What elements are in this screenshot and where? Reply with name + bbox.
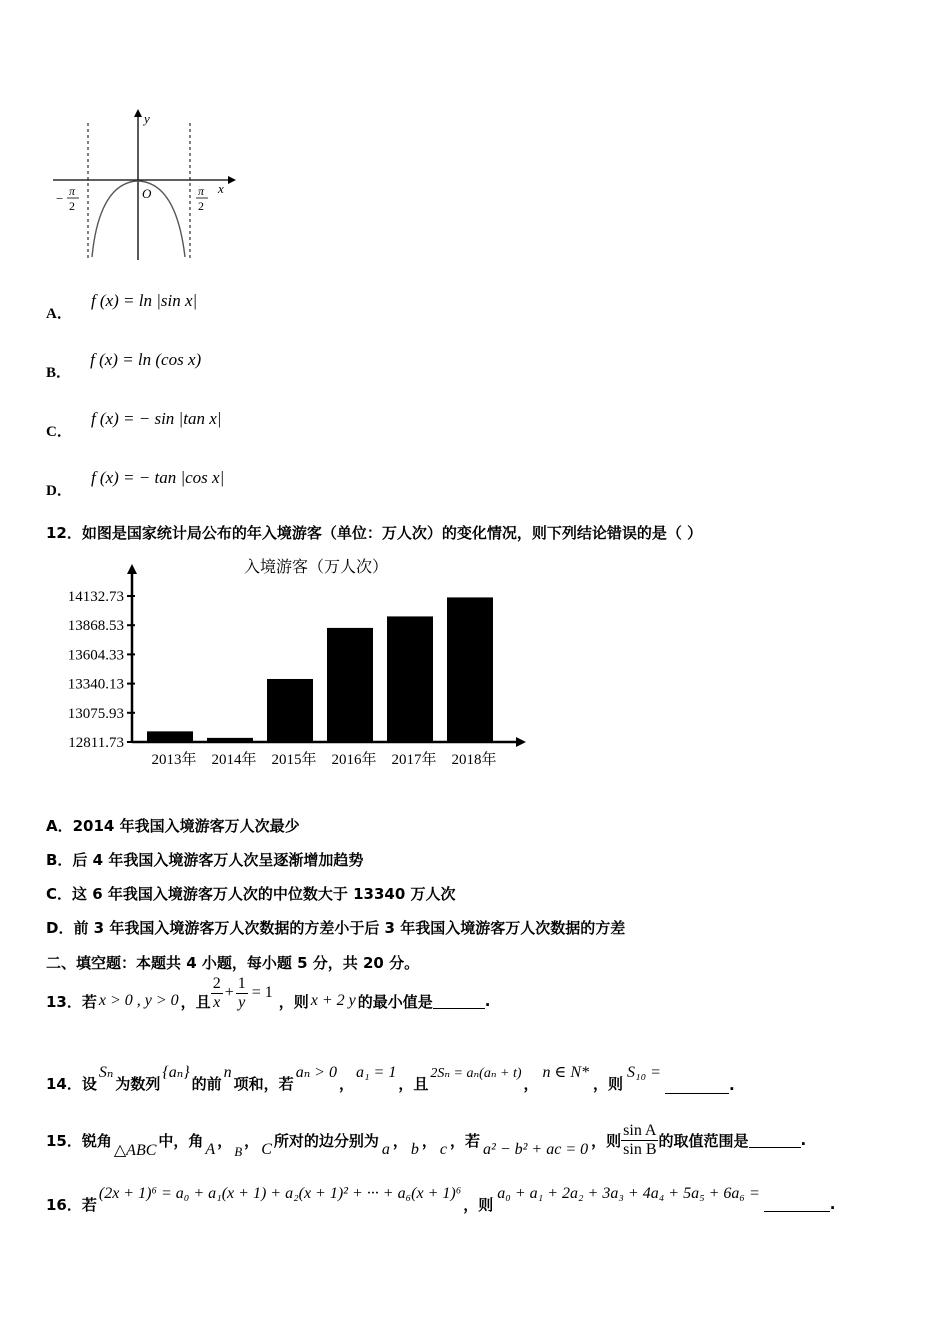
- y-tick-label: 13340.13: [67, 676, 124, 693]
- q15-condition: a² − b² + ac = 0: [483, 1141, 589, 1158]
- q14-cond-2: a₁ = 1: [355, 1064, 397, 1081]
- fraction-denominator: sin B: [623, 1140, 657, 1158]
- q15-fraction: [621, 1122, 658, 1159]
- origin-label: O: [142, 186, 152, 201]
- option-expression: f (x) = ln |sin x|: [90, 291, 198, 310]
- q15-text-1: 中，角: [158, 1131, 204, 1150]
- q13-then: ，则: [278, 992, 309, 1011]
- q11-option-a[interactable]: [46, 290, 198, 322]
- function-graph: [48, 105, 248, 265]
- q14-comma-2: ，: [523, 1075, 539, 1093]
- q13-and: ，且: [180, 992, 211, 1011]
- q14-text-1: 为数列: [115, 1075, 161, 1093]
- q13-expression: x + 2 y: [310, 992, 356, 1009]
- q14-end: .: [728, 1076, 735, 1094]
- bar: [447, 597, 493, 742]
- tourist-bar-chart: [46, 552, 536, 782]
- right-tick-num: π: [198, 184, 205, 198]
- y-axis-label: y: [144, 111, 150, 126]
- option-expression: f (x) = − sin |tan x|: [90, 409, 222, 428]
- q11-option-b[interactable]: [46, 349, 202, 381]
- q15-text-5: 的取值范围是: [658, 1131, 749, 1150]
- q14-text-2: 的前: [191, 1075, 222, 1093]
- q15-triangle: △ABC: [113, 1142, 157, 1159]
- question-16: [46, 1180, 835, 1216]
- q13-end: .: [484, 992, 491, 1010]
- q12-option-c[interactable]: C．这 6 年我国入境游客万人次的中位数大于 13340 万人次: [46, 885, 456, 903]
- q14-answer-blank[interactable]: [665, 1079, 729, 1094]
- q14-number: 14．设: [46, 1075, 97, 1093]
- q15-angle-a: A: [205, 1141, 216, 1158]
- q15-sep-3: ，: [392, 1131, 408, 1150]
- bar: [267, 679, 313, 742]
- option-letter: D．: [46, 483, 72, 499]
- chart-title: 入境游客（万人次）: [243, 559, 389, 576]
- x-tick-label: 2018年: [451, 752, 497, 768]
- q13-condition: x > 0 , y > 0: [98, 992, 179, 1009]
- y-tick-label: 12811.73: [68, 735, 124, 751]
- q15-side-c: c: [439, 1141, 448, 1158]
- q16-answer-blank[interactable]: [764, 1197, 830, 1212]
- q15-text-3: ，若: [450, 1131, 481, 1150]
- option-letter: B．: [46, 365, 72, 381]
- option-letter: C．: [46, 424, 72, 440]
- bar: [327, 628, 373, 742]
- q15-number: 15．锐角: [46, 1131, 112, 1150]
- question-14: [46, 1060, 735, 1094]
- bar: [207, 738, 253, 742]
- fraction-numerator: sin A: [623, 1121, 657, 1139]
- q13-fraction-1: [211, 975, 223, 1012]
- q13-plus: +: [224, 984, 234, 1001]
- fraction-numerator: 1: [237, 974, 246, 992]
- q16-expression: a₀ + a₁ + 2a₂ + 3a₃ + 4a₄ + 5a₅ + 6a₆ =: [497, 1185, 760, 1202]
- question-15: [46, 1118, 806, 1162]
- x-axis-arrow: [516, 737, 526, 747]
- q12-stem: 12．如图是国家统计局公布的年入境游客（单位：万人次）的变化情况，则下列结论错误的是（ ）: [46, 524, 703, 542]
- option-letter: A．: [46, 306, 72, 322]
- q14-cond-4: n ∈ N*: [542, 1064, 590, 1081]
- q14-sequence: {aₙ}: [162, 1064, 190, 1081]
- q12-option-d[interactable]: D．前 3 年我国入境游客万人次数据的方差小于后 3 年我国入境游客万人次数据的方差: [46, 919, 626, 937]
- x-tick-label: 2015年: [271, 752, 317, 768]
- q15-text-4: ，则: [591, 1131, 622, 1150]
- option-expression: f (x) = − tan |cos x|: [90, 468, 225, 487]
- q14-comma-1: ，: [338, 1075, 354, 1093]
- q15-sep-1: ，: [217, 1131, 233, 1150]
- x-tick-label: 2014年: [211, 752, 257, 768]
- q15-angle-b: B: [234, 1144, 243, 1159]
- q14-s10: S₁₀ =: [627, 1064, 661, 1081]
- y-tick-label: 14132.73: [67, 589, 124, 605]
- fraction-numerator: 2: [212, 974, 221, 992]
- q13-fraction-2: [236, 975, 248, 1012]
- fraction-denominator: y: [238, 993, 246, 1011]
- q15-sep-4: ，: [421, 1131, 437, 1150]
- q13-tail: 的最小值是: [357, 992, 433, 1011]
- q14-cond-3: 2Sₙ = aₙ(aₙ + t): [430, 1066, 522, 1081]
- y-tick-label: 13868.53: [67, 618, 124, 635]
- bar: [387, 616, 433, 742]
- x-tick-label: 2017年: [391, 752, 437, 768]
- y-tick-label: 13604.33: [67, 647, 124, 664]
- section-heading: 二、填空题：本题共 4 小题，每小题 5 分，共 20 分。: [46, 954, 420, 972]
- q16-identity: (2x + 1)⁶ = a₀ + a₁(x + 1) + a₂(x + 1)² + ··· + a₆(x + 1)⁶: [98, 1185, 462, 1202]
- q14-text-3: 项和，若: [233, 1075, 294, 1093]
- x-axis-label: x: [218, 181, 224, 196]
- q13-answer-blank[interactable]: [433, 994, 485, 1009]
- right-tick-den: 2: [198, 199, 204, 213]
- q16-then: ，则: [463, 1195, 494, 1214]
- q13-equals: = 1: [251, 984, 273, 1001]
- q15-end: .: [800, 1131, 807, 1149]
- q14-sn: Sₙ: [98, 1064, 114, 1081]
- left-tick-num: π: [69, 184, 76, 198]
- option-expression: f (x) = ln (cos x): [90, 350, 202, 369]
- x-tick-label: 2013年: [151, 752, 197, 768]
- fraction-denominator: x: [213, 993, 221, 1011]
- q14-n: n: [223, 1064, 232, 1081]
- q11-option-d[interactable]: [46, 467, 225, 499]
- y-axis-arrow: [127, 564, 137, 574]
- q16-end: .: [829, 1195, 836, 1213]
- q15-side-b: b: [410, 1141, 419, 1158]
- q14-cond-1: aₙ > 0: [295, 1064, 337, 1081]
- q13-number: 13．若: [46, 992, 97, 1011]
- left-tick-sign: −: [56, 191, 64, 206]
- x-tick-label: 2016年: [331, 752, 377, 768]
- q12-option-b[interactable]: B．后 4 年我国入境游客万人次呈逐渐增加趋势: [46, 851, 364, 869]
- q16-number: 16．若: [46, 1195, 97, 1214]
- y-tick-label: 13075.93: [67, 705, 124, 722]
- q15-answer-blank[interactable]: [749, 1133, 801, 1148]
- q14-text-4: ，且: [398, 1075, 429, 1093]
- q15-sep-2: ，: [244, 1131, 260, 1150]
- q14-text-5: ，则: [593, 1075, 624, 1093]
- question-13: [46, 974, 491, 1024]
- q12-option-a[interactable]: A．2014 年我国入境游客万人次最少: [46, 817, 300, 835]
- q15-angle-c: C: [261, 1141, 272, 1158]
- q15-text-2: 所对的边分别为: [273, 1131, 379, 1150]
- q15-side-a: a: [381, 1141, 390, 1158]
- q11-option-c[interactable]: [46, 408, 222, 440]
- left-tick-den: 2: [69, 199, 75, 213]
- bar: [147, 731, 193, 742]
